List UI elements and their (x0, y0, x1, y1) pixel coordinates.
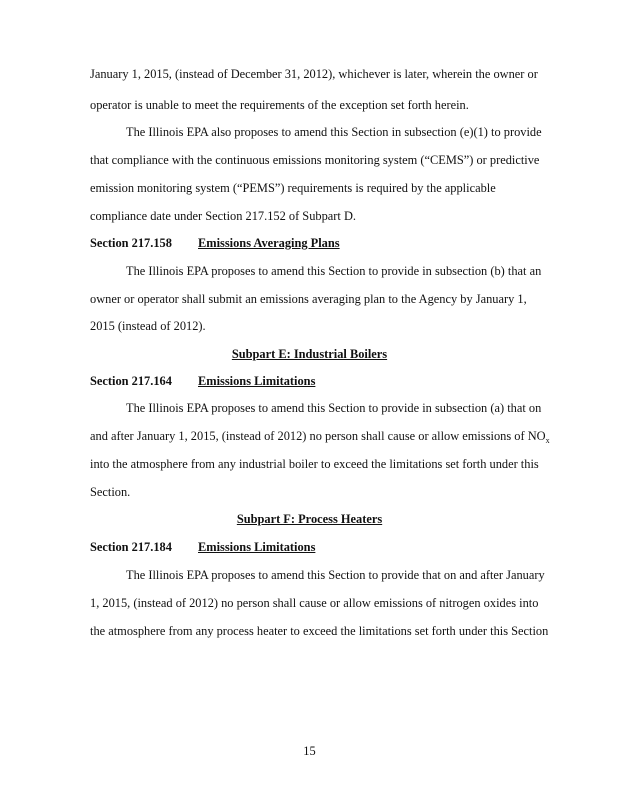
subpart-heading: Subpart F: Process Heaters (236, 512, 383, 526)
body-text-line: the atmosphere from any process heater to exceed the limitations set forth under this Section (90, 624, 549, 638)
body-text-line: 2015 (instead of 2012). (90, 319, 206, 333)
body-text-line: emission monitoring system (“PEMS”) requirements is required by the applicable (90, 181, 496, 195)
body-text-line: owner or operator shall submit an emissions averaging plan to the Agency by January 1, (90, 292, 527, 306)
body-text-line: operator is unable to meet the requirements of the exception set forth herein. (90, 98, 469, 112)
section-title: Emissions Limitations (198, 374, 316, 388)
section-title: Emissions Averaging Plans (198, 236, 340, 250)
body-text-line: into the atmosphere from any industrial boiler to exceed the limitations set forth under this (90, 457, 539, 471)
section-number: Section 217.184 (90, 540, 172, 554)
body-text-line: 1, 2015, (instead of 2012) no person shall cause or allow emissions of nitrogen oxides into (90, 596, 539, 610)
body-text-line: The Illinois EPA also proposes to amend this Section in subsection (e)(1) to provide (126, 125, 542, 139)
section-title: Emissions Limitations (198, 540, 316, 554)
section-heading (90, 373, 315, 389)
section-heading (90, 235, 340, 251)
body-text-line: The Illinois EPA proposes to amend this Section to provide in subsection (b) that an (126, 264, 542, 278)
subpart-heading: Subpart E: Industrial Boilers (231, 347, 388, 361)
body-text-line: January 1, 2015, (instead of December 31, 2012), whichever is later, wherein the owner or (90, 67, 538, 81)
section-number: Section 217.164 (90, 374, 172, 388)
body-text-line: The Illinois EPA proposes to amend this Section to provide that on and after January (126, 568, 545, 582)
page-number: 15 (303, 744, 316, 758)
body-text-line (90, 428, 550, 449)
body-text-line: that compliance with the continuous emissions monitoring system (“CEMS”) or predictive (90, 153, 540, 167)
body-text-line: compliance date under Section 217.152 of Subpart D. (90, 209, 356, 223)
body-text-line: Section. (90, 485, 131, 499)
section-number: Section 217.158 (90, 236, 172, 250)
section-heading (90, 539, 315, 555)
subscript-text: x (545, 436, 550, 445)
body-text: and after January 1, 2015, (instead of 2012) no person shall cause or allow emissions of NO (90, 429, 546, 443)
body-text-line: The Illinois EPA proposes to amend this Section to provide in subsection (a) that on (126, 401, 542, 415)
